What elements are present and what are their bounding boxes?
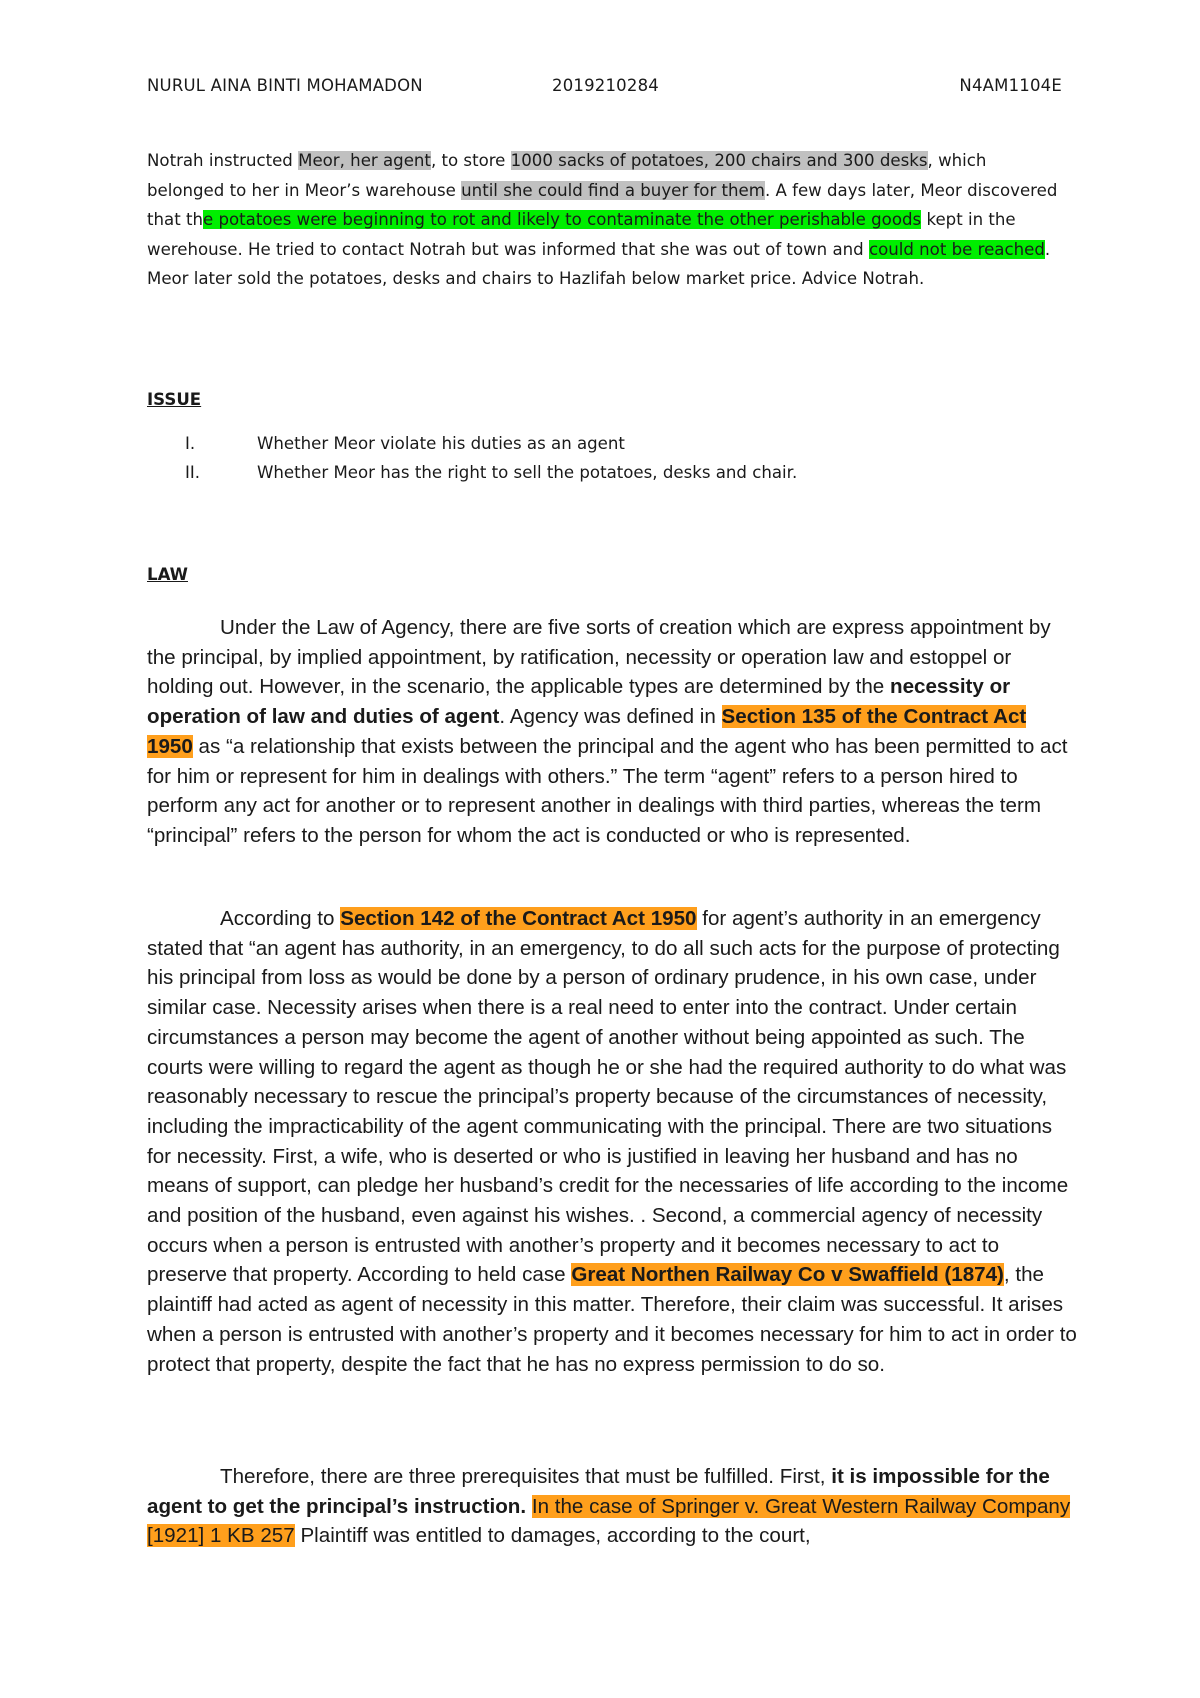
issue-number: II. bbox=[185, 463, 201, 482]
scenario-text: , to store bbox=[430, 151, 511, 170]
paragraph-text: , the plaintiff had acted as agent of necessity in this matter. Therefore, their claim was successful. It arises when a person is entrusted with another’s property and it becomes necessary for him to act in order to protect that property, despite the fact that he has no express permission to do so. bbox=[147, 1263, 1077, 1376]
paragraph-text: as “a relationship that exists between the principal and the agent who has been permitted to act for him or represent for him in dealings with others.” The term “agent” refers to a person hired to perform any act for another or to represent another in dealings with third parties, whereas the term “principal” refers to the person for whom the act is conducted or who is represented. bbox=[147, 734, 1068, 847]
highlight-rotting-potatoes: e potatoes were beginning to rot and likely to contaminate the other perishable goods bbox=[203, 210, 922, 229]
law-paragraph-3 bbox=[147, 1462, 1077, 1551]
law-paragraph-2 bbox=[147, 904, 1077, 1379]
highlight-goods: 1000 sacks of potatoes, 200 chairs and 300 desks bbox=[510, 151, 928, 170]
issue-number: I. bbox=[185, 434, 196, 453]
highlight-agent: Meor, her agent bbox=[298, 151, 431, 170]
scenario-text: . Meor later sold the potatoes, desks and chairs to Hazlifah below market price. Advice Notrah. bbox=[147, 239, 1051, 288]
bold-phrase: necessity or operation of law and duties of agent bbox=[147, 675, 1011, 729]
student-name: NURUL AINA BINTI MOHAMADON bbox=[147, 76, 423, 95]
citation-springer: In the case of Springer v. Great Western Railway Company [1921] 1 KB 257 bbox=[147, 1494, 1071, 1548]
paragraph-text: Therefore, there are three prerequisites that must be fulfilled. First, bbox=[220, 1465, 832, 1488]
law-paragraph-1 bbox=[147, 613, 1077, 851]
paragraph-text bbox=[526, 1495, 532, 1518]
citation-great-northen: Great Northen Railway Co v Swaffield (1874) bbox=[571, 1263, 1004, 1287]
scenario-text: Notrah instructed bbox=[147, 151, 299, 170]
issue-heading: ISSUE bbox=[147, 390, 202, 409]
scenario-text: , which belonged to her in Meor’s warehouse bbox=[147, 151, 987, 200]
scenario-text: . A few days later, Meor discovered that th bbox=[147, 180, 1058, 229]
paragraph bbox=[147, 613, 1077, 851]
paragraph-text: for agent’s authority in an emergency stated that “an agent has authority, in an emergency, to do all such acts for the purpose of protecting his principal from loss as would be done by a person of ordinary prudence, in his own case, under similar case. Necessity arises when there is a real need to enter into the contract. Under certain circumstances a person may become the agent of another without being appointed as such. The courts were willing to regard the agent as though he or she had the required authority to do what was reasonably necessary to rescue the principal’s property because of the circumstances of necessity, including the impracticability of the agent communicating with the principal. There are two situations for necessity. First, a wife, who is deserted or who is justified in leaving her husband and has no means of support, can pledge her husband’s credit for the necessaries of life according to the income and position of the husband, even against his wishes. . Second, a commercial agency of necessity occurs when a person is entrusted with another’s property and it becomes necessary to act to preserve that property. According to held case bbox=[147, 907, 1069, 1287]
scenario-paragraph bbox=[147, 146, 1067, 294]
highlight-until-buyer: until she could find a buyer for them bbox=[461, 180, 765, 200]
paragraph-text: According to bbox=[220, 907, 341, 930]
paragraph bbox=[147, 1462, 1077, 1551]
student-id: 2019210284 bbox=[552, 76, 659, 95]
citation-section-135: Section 135 of the Contract Act 1950 bbox=[147, 705, 1027, 758]
paragraph bbox=[147, 904, 1077, 1379]
paragraph-text: Plaintiff was entitled to damages, according to the court, bbox=[294, 1524, 811, 1548]
scenario-text: kept in the werehouse. He tried to contact Notrah but was informed that she was out of town and bbox=[147, 210, 1016, 259]
highlight-not-reached: could not be reached bbox=[868, 239, 1045, 259]
issue-text: Whether Meor has the right to sell the potatoes, desks and chair. bbox=[257, 463, 798, 482]
issue-text: Whether Meor violate his duties as an agent bbox=[257, 434, 625, 453]
paragraph-text: Under the Law of Agency, there are five sorts of creation which are express appointment by the principal, by implied appointment, by ratification, necessity or operation law and estoppel or holding out. However, in the scenario, the applicable types are determined by the bbox=[147, 616, 1051, 699]
class-code: N4AM1104E bbox=[959, 76, 1062, 95]
paragraph-text: . Agency was defined in bbox=[499, 705, 722, 729]
law-heading: LAW bbox=[147, 565, 188, 584]
bold-phrase: it is impossible for the agent to get the principal’s instruction. bbox=[147, 1465, 1050, 1518]
page-header bbox=[147, 76, 1062, 100]
citation-section-142: Section 142 of the Contract Act 1950 bbox=[340, 907, 697, 930]
